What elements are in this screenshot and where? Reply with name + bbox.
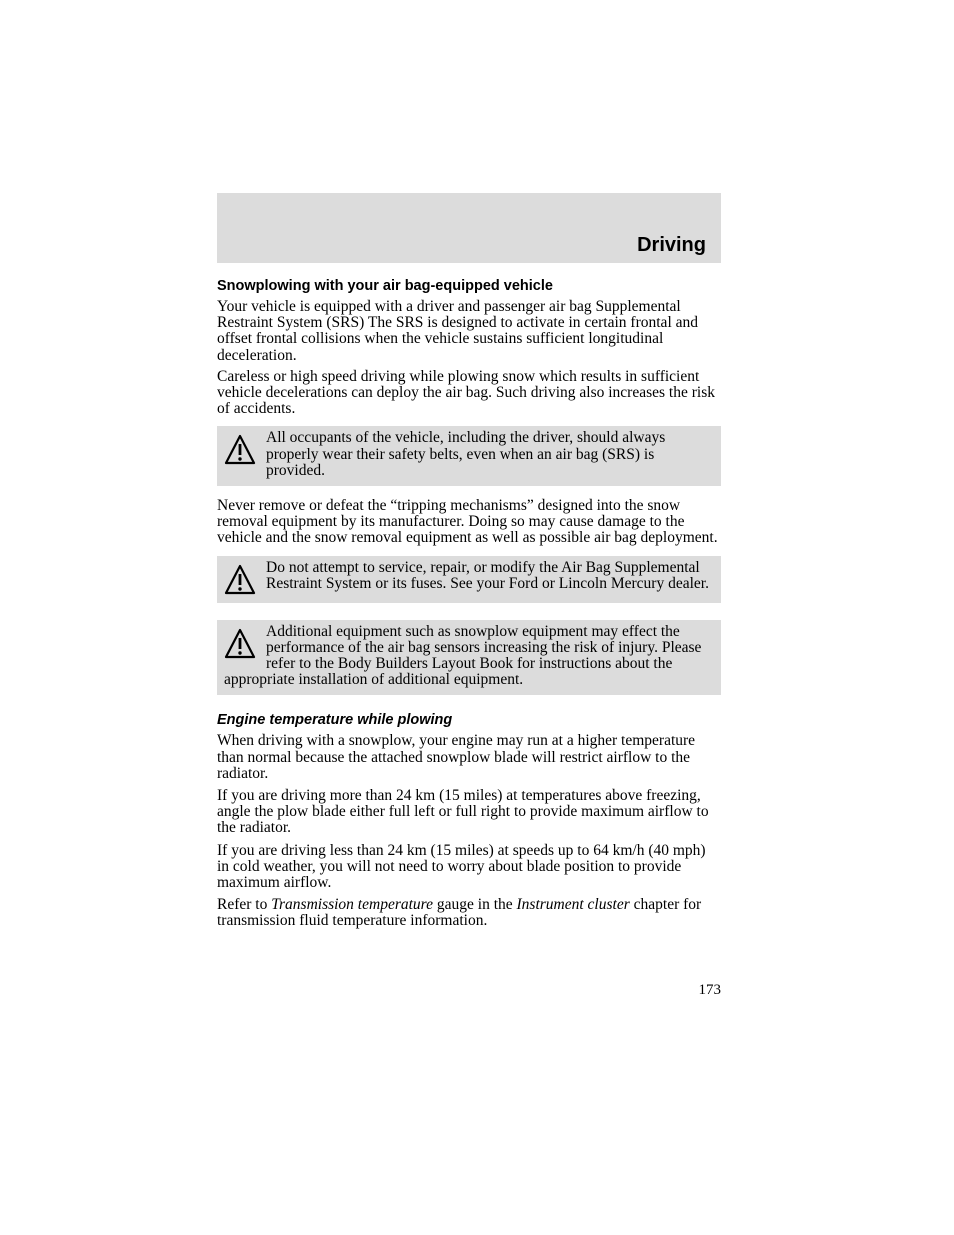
warning-text: Do not attempt to service, repair, or modify the Air Bag Supplemental Restraint System or its fuses. See your Ford or Lincoln Mercury dealer. <box>266 558 709 592</box>
warning-triangle-icon <box>224 564 256 596</box>
warning-text: Additional equipment such as snowplow equipment may effect the performance of the air bag sensors increasing the risk of injury. Please refer to the Body Builders Layout Book for instructions about the appropriate installation of additional equipment. <box>224 622 702 689</box>
warning-triangle-icon <box>224 628 256 660</box>
section-heading-engine-temperature: Engine temperature while plowing <box>217 712 453 729</box>
text-fragment: gauge in the <box>433 896 517 914</box>
paragraph-cross-reference <box>217 897 721 929</box>
text-fragment: chapter for transmission fluid temperature information. <box>217 896 702 930</box>
warning-triangle-icon <box>224 434 256 466</box>
warning-box <box>217 620 721 696</box>
section-heading-snowplowing: Snowplowing with your air bag-equipped vehicle <box>217 278 553 294</box>
warning-box <box>217 556 721 603</box>
page-number: 173 <box>698 982 721 998</box>
paragraph: Never remove or defeat the “tripping mechanisms” designed into the snow removal equipment by its manufacturer. Doing so may cause damage to the vehicle and the snow removal equipment as well as possible air bag deployment. <box>217 497 718 547</box>
chapter-title: Driving <box>637 234 706 256</box>
text-fragment: Refer to <box>217 896 272 914</box>
cross-reference-transmission-temperature: Transmission temperature <box>271 896 433 914</box>
paragraph: Your vehicle is equipped with a driver and passenger air bag Supplemental Restraint System (SRS) The SRS is designed to activate in certain frontal and offset frontal collisions when the vehicle sustains sufficient longitudinal deceleration. <box>217 298 698 364</box>
chapter-header <box>217 193 721 263</box>
paragraph: When driving with a snowplow, your engine may run at a higher temperature than normal because the attached snowplow blade will restrict airflow to the radiator. <box>217 732 696 782</box>
paragraph: If you are driving less than 24 km (15 miles) at speeds up to 64 km/h (40 mph) in cold weather, you will not need to worry about blade position to provide maximum airflow. <box>217 841 706 892</box>
paragraph: Careless or high speed driving while plowing snow which results in sufficient vehicle decelerations can deploy the air bag. Such driving also increases the risk of accidents. <box>217 367 715 418</box>
manual-page <box>217 193 721 930</box>
warning-box <box>217 426 721 486</box>
paragraph: If you are driving more than 24 km (15 miles) at temperatures above freezing, angle the plow blade either full left or full right to provide maximum airflow to the radiator. <box>217 787 709 837</box>
warning-text: All occupants of the vehicle, including the driver, should always properly wear their safety belts, even when an air bag (SRS) is provided. <box>266 429 666 479</box>
cross-reference-instrument-cluster: Instrument cluster <box>516 896 630 914</box>
